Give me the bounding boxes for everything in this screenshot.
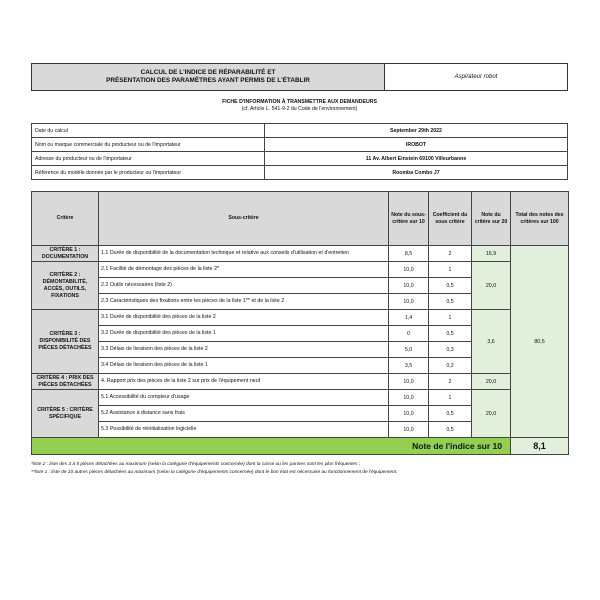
sub-criterion-note: 10,0 bbox=[389, 422, 429, 438]
sub-criterion-coefficient: 0,5 bbox=[429, 422, 472, 438]
sub-criterion-label: 4. Rapport prix des pièces de la liste 2 sur prix de l'équipement neuf bbox=[99, 374, 389, 390]
fiche-heading bbox=[31, 99, 568, 113]
col-critere: Critère bbox=[32, 192, 99, 246]
table-row bbox=[32, 374, 569, 390]
criterion-name: CRITÈRE 5 : CRITÈRE SPÉCIFIQUE bbox=[32, 390, 99, 438]
final-score-label: Note de l'indice sur 10 bbox=[32, 438, 511, 455]
col-total: Total des notes des critères sur 100 bbox=[511, 192, 569, 246]
sub-criterion-coefficient: 0,5 bbox=[429, 278, 472, 294]
info-row bbox=[32, 138, 568, 152]
sub-criterion-note: 1,4 bbox=[389, 310, 429, 326]
criterion-name: CRITÈRE 1 : DOCUMENTATION bbox=[32, 246, 99, 262]
col-coefficient: Coefficient du sous critère bbox=[429, 192, 472, 246]
sub-criterion-note: 0 bbox=[389, 326, 429, 342]
score-table bbox=[31, 191, 569, 455]
document-title bbox=[31, 63, 385, 91]
info-value: 11 Av. Albert Einstein 69100 Villeurbanne bbox=[265, 152, 568, 166]
criterion-score: 20,0 bbox=[472, 374, 511, 390]
info-label: Référence du modèle donnée par le producteur ou l'importateur bbox=[32, 166, 265, 180]
final-row bbox=[32, 438, 569, 455]
sub-criterion-coefficient: 1 bbox=[429, 390, 472, 406]
sub-criterion-note: 5,0 bbox=[389, 342, 429, 358]
info-table bbox=[31, 123, 568, 180]
col-note-critere: Note du critère sur 20 bbox=[472, 192, 511, 246]
sub-criterion-coefficient: 0,3 bbox=[429, 342, 472, 358]
total-score: 80,5 bbox=[511, 246, 569, 438]
sub-criterion-coefficient: 2 bbox=[429, 246, 472, 262]
title-line-2: PRÉSENTATION DES PARAMÈTRES AYANT PERMIS DE L'ÉTABLIR bbox=[106, 77, 310, 84]
table-row bbox=[32, 390, 569, 406]
sub-criterion-label: 2.3 Caractéristiques des fixations entre les pièces de la liste 1** et de la liste 2 bbox=[99, 294, 389, 310]
info-label: Date du calcul bbox=[32, 124, 265, 138]
info-label: Nom ou marque commerciale du producteur ou de l'importateur bbox=[32, 138, 265, 152]
sub-criterion-label: 2.2 Outils nécessaires (liste 2) bbox=[99, 278, 389, 294]
info-value: September 29th 2022 bbox=[265, 124, 568, 138]
sub-criterion-note: 3,5 bbox=[389, 358, 429, 374]
sub-criterion-note: 8,5 bbox=[389, 246, 429, 262]
sub-criterion-label: 3.1 Durée de disponibilité des pièces de la liste 2 bbox=[99, 310, 389, 326]
criterion-score: 20,0 bbox=[472, 262, 511, 310]
sub-criterion-coefficient: 1 bbox=[429, 310, 472, 326]
sub-criterion-coefficient: 2 bbox=[429, 374, 472, 390]
footnote-liste-2: *liste 2 : liste des 3 à 5 pièces détachées au maximum (selon la catégorie d'équipements concernée) dont la casse ou les pannes sont les plus fréquentes ; bbox=[31, 462, 361, 467]
table-row bbox=[32, 246, 569, 262]
sub-criterion-label: 5.1 Accessibilité du compteur d'usage bbox=[99, 390, 389, 406]
sub-criterion-note: 10,0 bbox=[389, 390, 429, 406]
footnote-liste-1: **liste 1 : liste de 10 autres pièces détachées au maximum (selon la catégorie d'équipements concernée) dont le bon état est nécessaire au fonctionnement de l'équipement. bbox=[31, 470, 398, 475]
sub-criterion-coefficient: 1 bbox=[429, 262, 472, 278]
sub-criterion-note: 10,0 bbox=[389, 278, 429, 294]
criterion-name: CRITÈRE 4 : PRIX DES PIÈCES DÉTACHÉES bbox=[32, 374, 99, 390]
sub-criterion-coefficient: 0,5 bbox=[429, 294, 472, 310]
title-line-1: CALCUL DE L'INDICE DE RÉPARABILITÉ ET bbox=[140, 68, 276, 76]
criterion-score: 3,6 bbox=[472, 310, 511, 374]
info-row bbox=[32, 166, 568, 180]
footnotes bbox=[31, 461, 568, 477]
sub-criterion-note: 10,0 bbox=[389, 406, 429, 422]
info-value: IROBOT bbox=[265, 138, 568, 152]
sub-criterion-coefficient: 0,2 bbox=[429, 358, 472, 374]
fiche-line-1: FICHE D'INFORMATION À TRANSMETTRE AUX DEMANDEURS bbox=[222, 99, 377, 105]
info-value: Roomba Combo J7 bbox=[265, 166, 568, 180]
sub-criterion-label: 5.2 Assistance à distance sans frais bbox=[99, 406, 389, 422]
sub-criterion-label: 1.1 Durée de disponibilité de la documentation technique et relative aux conseils d'utilisation et d'entretien bbox=[99, 246, 389, 262]
header-row bbox=[31, 63, 568, 89]
sub-criterion-coefficient: 0,5 bbox=[429, 326, 472, 342]
sub-criterion-label: 3.4 Délais de livraison des pièces de la liste 1 bbox=[99, 358, 389, 374]
criterion-score: 20,0 bbox=[472, 390, 511, 438]
col-sous-critere: Sous-critère bbox=[99, 192, 389, 246]
table-row bbox=[32, 310, 569, 326]
sub-criterion-coefficient: 0,5 bbox=[429, 406, 472, 422]
table-row bbox=[32, 262, 569, 278]
sub-criterion-note: 10,0 bbox=[389, 262, 429, 278]
sub-criterion-note: 10,0 bbox=[389, 294, 429, 310]
fiche-line-2: (cf. Article L. 541-9-2 du Code de l'environnement) bbox=[241, 106, 358, 112]
sub-criterion-label: 3.3 Délais de livraison des pièces de la liste 2 bbox=[99, 342, 389, 358]
product-type: Aspirateur robot bbox=[385, 63, 568, 91]
sub-criterion-label: 2.1 Facilité de démontage des pièces de la liste 2* bbox=[99, 262, 389, 278]
sub-criterion-label: 5.3 Possibilité de réinitialisation logicielle bbox=[99, 422, 389, 438]
info-row bbox=[32, 152, 568, 166]
final-score-value: 8,1 bbox=[511, 438, 569, 455]
criterion-name: CRITÈRE 3 : DISPONIBILITÉ DES PIÈCES DÉTACHÉES bbox=[32, 310, 99, 374]
criterion-name: CRITÈRE 2 : DÉMONTABILITÉ, ACCÈS, OUTILS, FIXATIONS bbox=[32, 262, 99, 310]
info-label: Adresse du producteur ou de l'importateur bbox=[32, 152, 265, 166]
criterion-score: 16,9 bbox=[472, 246, 511, 262]
sub-criterion-label: 3.2 Durée de disponibilité des pièces de la liste 1 bbox=[99, 326, 389, 342]
col-note-sous-critere: Note du sous-critère sur 10 bbox=[389, 192, 429, 246]
info-row bbox=[32, 124, 568, 138]
sub-criterion-note: 10,0 bbox=[389, 374, 429, 390]
